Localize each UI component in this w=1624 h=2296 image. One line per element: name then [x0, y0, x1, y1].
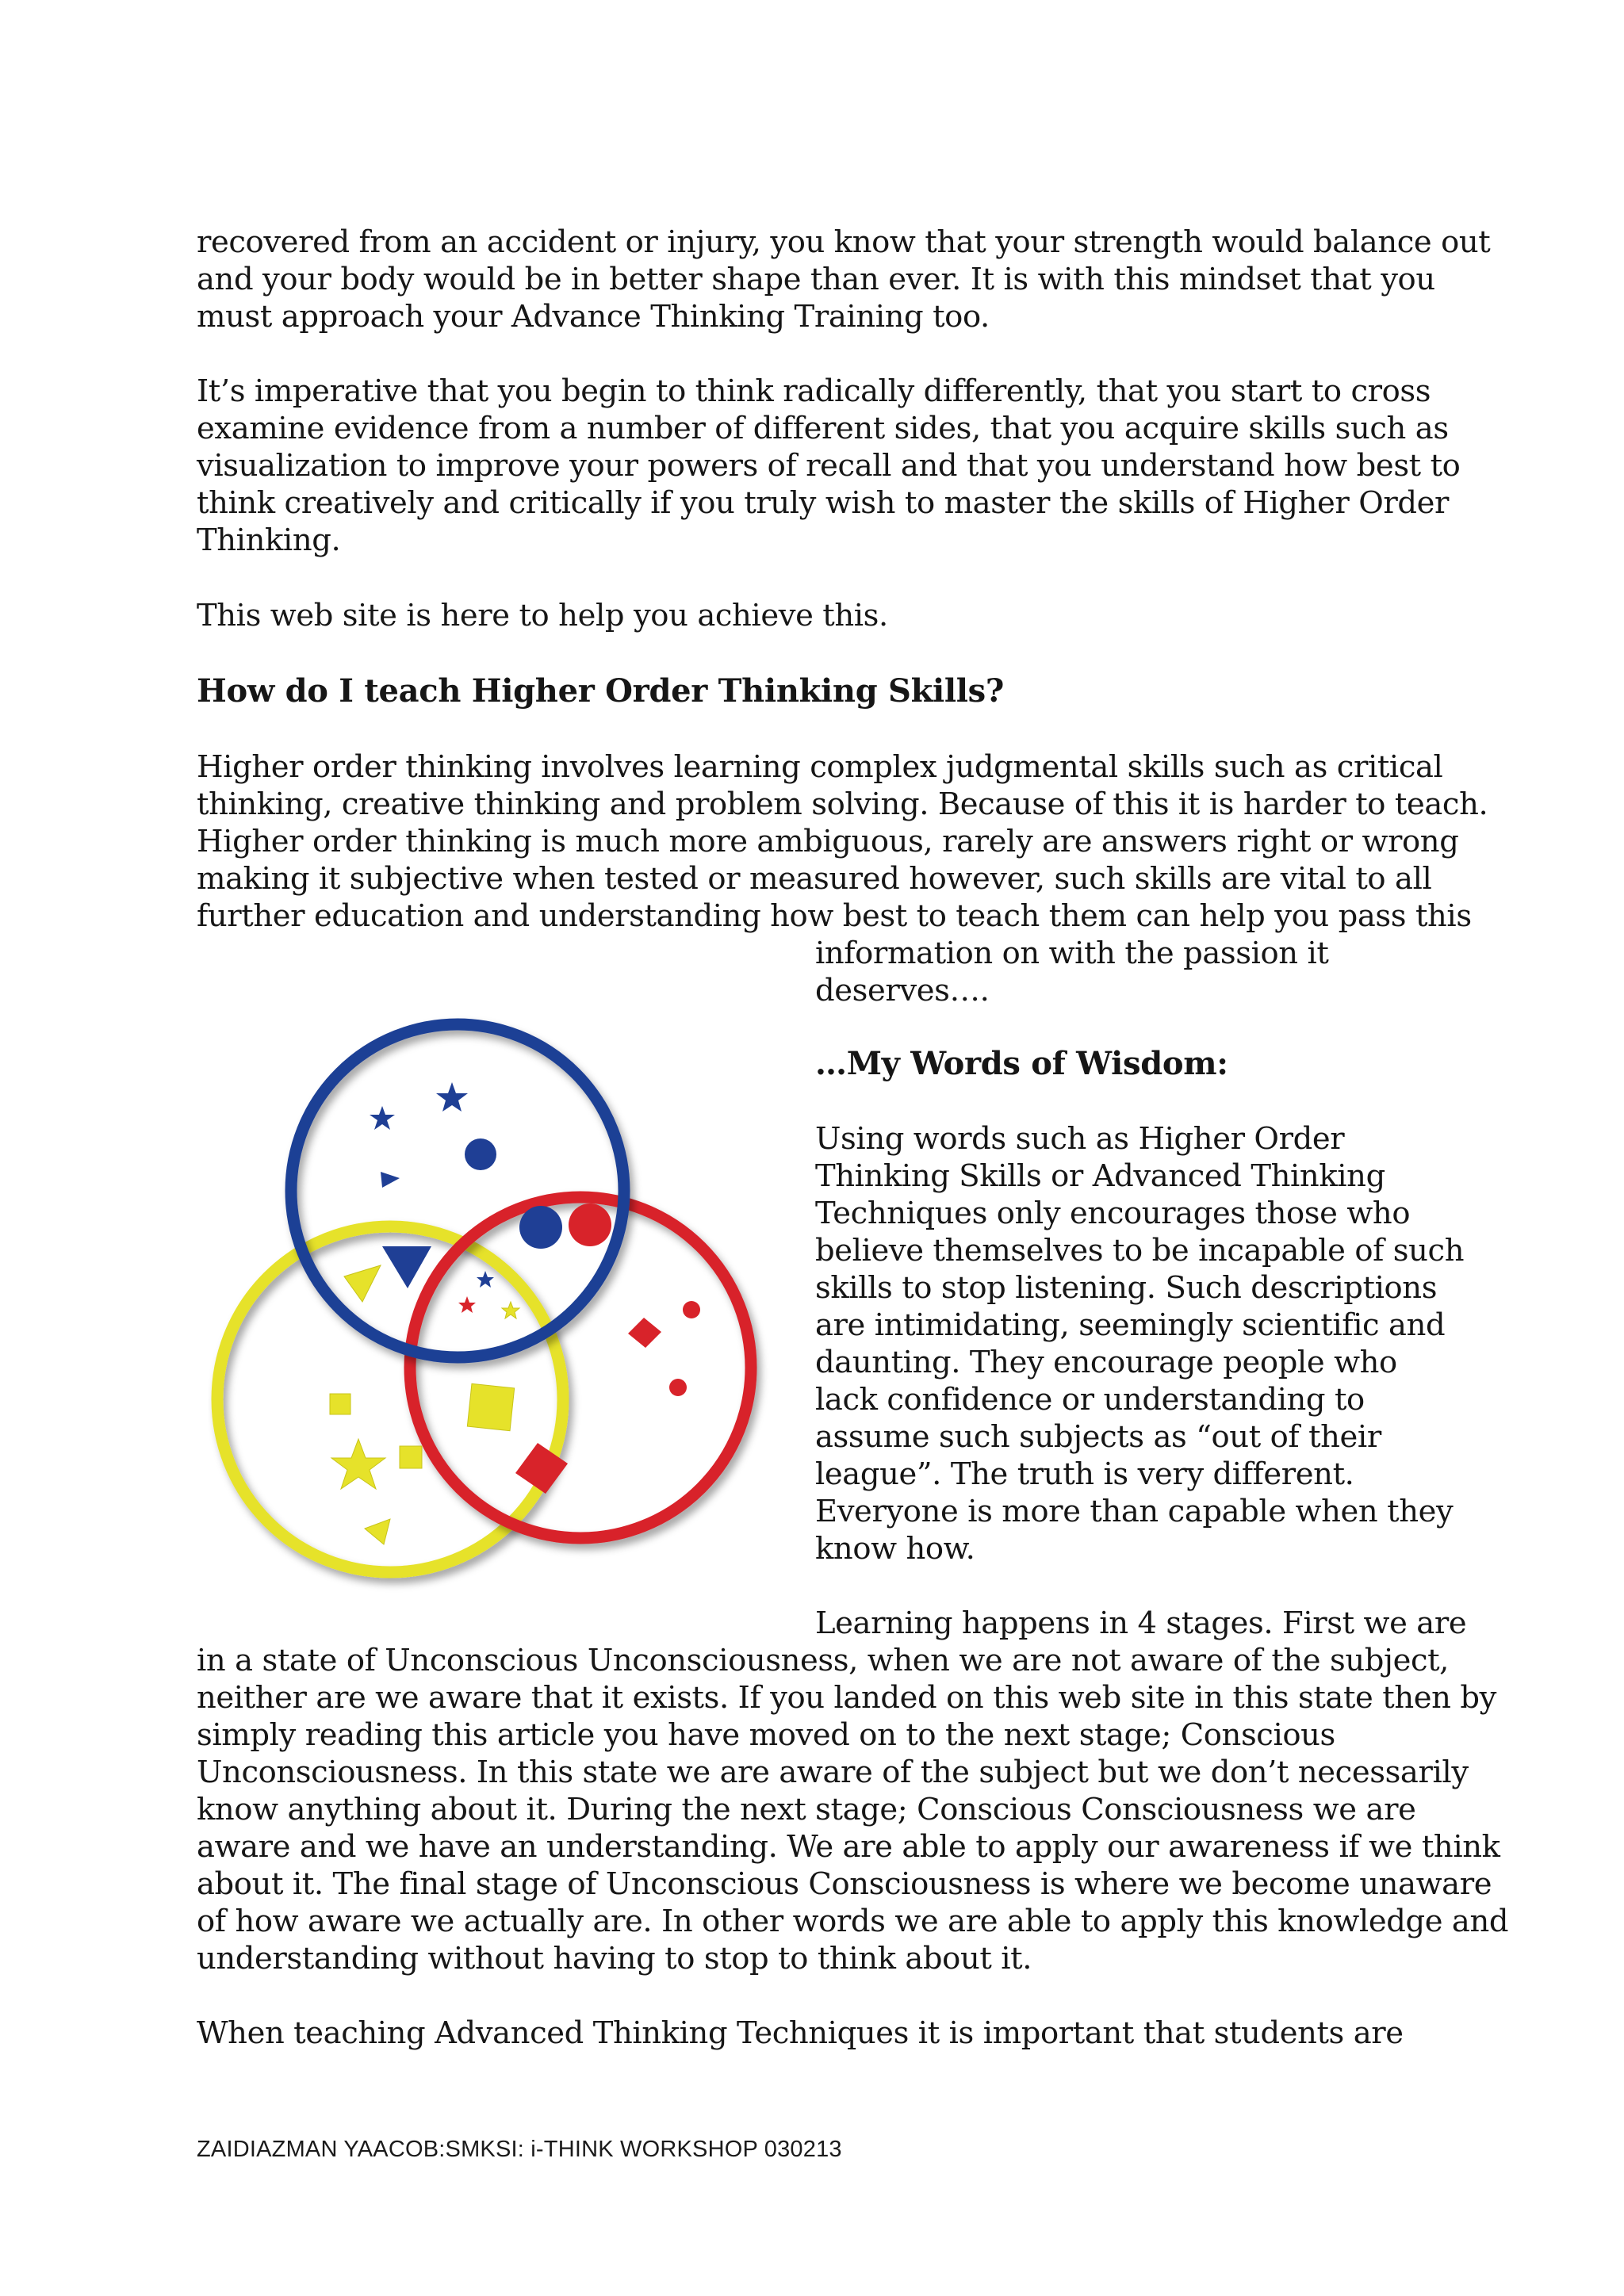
text-line: Thinking.: [197, 522, 341, 558]
blue-ring: [291, 1024, 624, 1357]
text-line: aware and we have an understanding. We are able to apply our awareness if we think: [197, 1829, 1500, 1865]
overlapping-rings-figure: [208, 1015, 810, 1617]
yellow-star-icon: [331, 1439, 385, 1489]
paragraph-wisdom: [815, 1120, 1465, 1567]
rings-illustration: [208, 1015, 810, 1617]
text-line: know anything about it. During the next stage; Conscious Consciousness we are: [197, 1792, 1416, 1827]
text-line: understanding without having to stop to think about it.: [197, 1941, 1032, 1976]
text-line: Higher order thinking is much more ambiguous, rarely are answers right or wrong: [197, 824, 1459, 859]
text-line: information on with the passion it: [815, 936, 1329, 971]
text-line: of how aware we actually are. In other words we are able to apply this knowledge and: [197, 1904, 1509, 1939]
text-line: further education and understanding how best to teach them can help you pass this: [197, 898, 1472, 934]
blue-triangle-icon: [382, 1246, 431, 1288]
paragraph-imperative: [197, 373, 1461, 559]
blue-shapes: [370, 1082, 562, 1288]
page-footer: ZAIDIAZMAN YAACOB:SMKSI: i-THINK WORKSHOP 030213: [197, 2137, 842, 2162]
text-line: daunting. They encourage people who: [815, 1345, 1397, 1380]
blue-triangle-icon: [381, 1172, 400, 1188]
text-line: thinking, creative thinking and problem solving. Because of this it is harder to teach.: [197, 786, 1488, 822]
text-line: Learning happens in 4 stages. First we are: [815, 1605, 1467, 1641]
paragraph-intro: [197, 224, 1491, 335]
yellow-triangle-icon: [365, 1519, 390, 1544]
side-heading: [815, 1045, 1450, 1082]
text-line: It’s imperative that you begin to think radically differently, that you start to cross: [197, 373, 1431, 409]
red-diamond-icon: [628, 1318, 661, 1348]
text-line: know how.: [815, 1531, 975, 1567]
heading-teach-hots: How do I teach Higher Order Thinking Skills?: [197, 672, 1005, 710]
paragraph-teaching: [197, 2015, 1434, 2052]
text-line: Techniques only encourages those who: [815, 1196, 1411, 1231]
red-circle-icon: [669, 1379, 687, 1396]
text-line: recovered from an accident or injury, you know that your strength would balance out: [197, 224, 1491, 260]
yellow-square-icon: [400, 1446, 422, 1468]
blue-circle-icon: [519, 1206, 562, 1249]
text-line: skills to stop listening. Such descriptions: [815, 1270, 1438, 1306]
text-line: think creatively and critically if you truly wish to master the skills of Higher Order: [197, 485, 1450, 521]
paragraph-learning-stages: [197, 1605, 1509, 1977]
text-line: simply reading this article you have moved on to the next stage; Conscious: [197, 1717, 1335, 1753]
text-line: Higher order thinking involves learning complex judgmental skills such as critical: [197, 749, 1443, 785]
yellow-square-icon: [330, 1394, 350, 1414]
paragraph-website: [197, 597, 1434, 634]
yellow-triangle-icon: [344, 1265, 381, 1302]
text-line: visualization to improve your powers of recall and that you understand how best to: [197, 448, 1461, 484]
section-heading: [197, 672, 1434, 710]
text-line: deserves….: [815, 973, 990, 1008]
text-line: about it. The final stage of Unconscious Consciousness is where we become unaware: [197, 1866, 1492, 1902]
heading-words-of-wisdom: …My Words of Wisdom:: [815, 1045, 1228, 1082]
blue-star-icon: [436, 1082, 468, 1112]
text-line: Everyone is more than capable when they: [815, 1494, 1454, 1529]
blue-star-icon: [477, 1271, 494, 1288]
red-star-icon: [458, 1296, 476, 1313]
red-circle-icon: [683, 1301, 700, 1318]
text-line: neither are we aware that it exists. If you landed on this web site in this state then by: [197, 1680, 1496, 1716]
red-ring: [410, 1197, 751, 1538]
text-line: assume such subjects as “out of their: [815, 1419, 1381, 1455]
text-line: league”. The truth is very different.: [815, 1456, 1354, 1492]
text-line: Unconsciousness. In this state we are aware of the subject but we don’t necessarily: [197, 1755, 1469, 1790]
text-line: and your body would be in better shape than ever. It is with this mindset that you: [197, 262, 1435, 297]
text-line: are intimidating, seemingly scientific and: [815, 1307, 1446, 1343]
text-line: must approach your Advance Thinking Training too.: [197, 299, 990, 335]
text-line: lack confidence or understanding to: [815, 1382, 1365, 1418]
blue-circle-icon: [465, 1138, 496, 1170]
paragraph-higher-order: [197, 748, 1488, 1009]
yellow-square-icon: [467, 1383, 514, 1430]
text-line: believe themselves to be incapable of such: [815, 1233, 1465, 1269]
text-line: When teaching Advanced Thinking Techniques it is important that students are: [197, 2015, 1404, 2051]
red-circle-icon: [569, 1203, 611, 1246]
text-line: Using words such as Higher Order: [815, 1121, 1345, 1157]
text-line: This web site is here to help you achieve this.: [197, 598, 888, 633]
yellow-star-icon: [502, 1302, 519, 1318]
text-line: making it subjective when tested or measured however, such skills are vital to all: [197, 861, 1432, 897]
text-line: in a state of Unconscious Unconsciousness, when we are not aware of the subject,: [197, 1643, 1450, 1678]
text-line: Thinking Skills or Advanced Thinking: [815, 1158, 1385, 1194]
text-line: examine evidence from a number of different sides, that you acquire skills such as: [197, 411, 1449, 446]
blue-star-icon: [370, 1106, 395, 1130]
